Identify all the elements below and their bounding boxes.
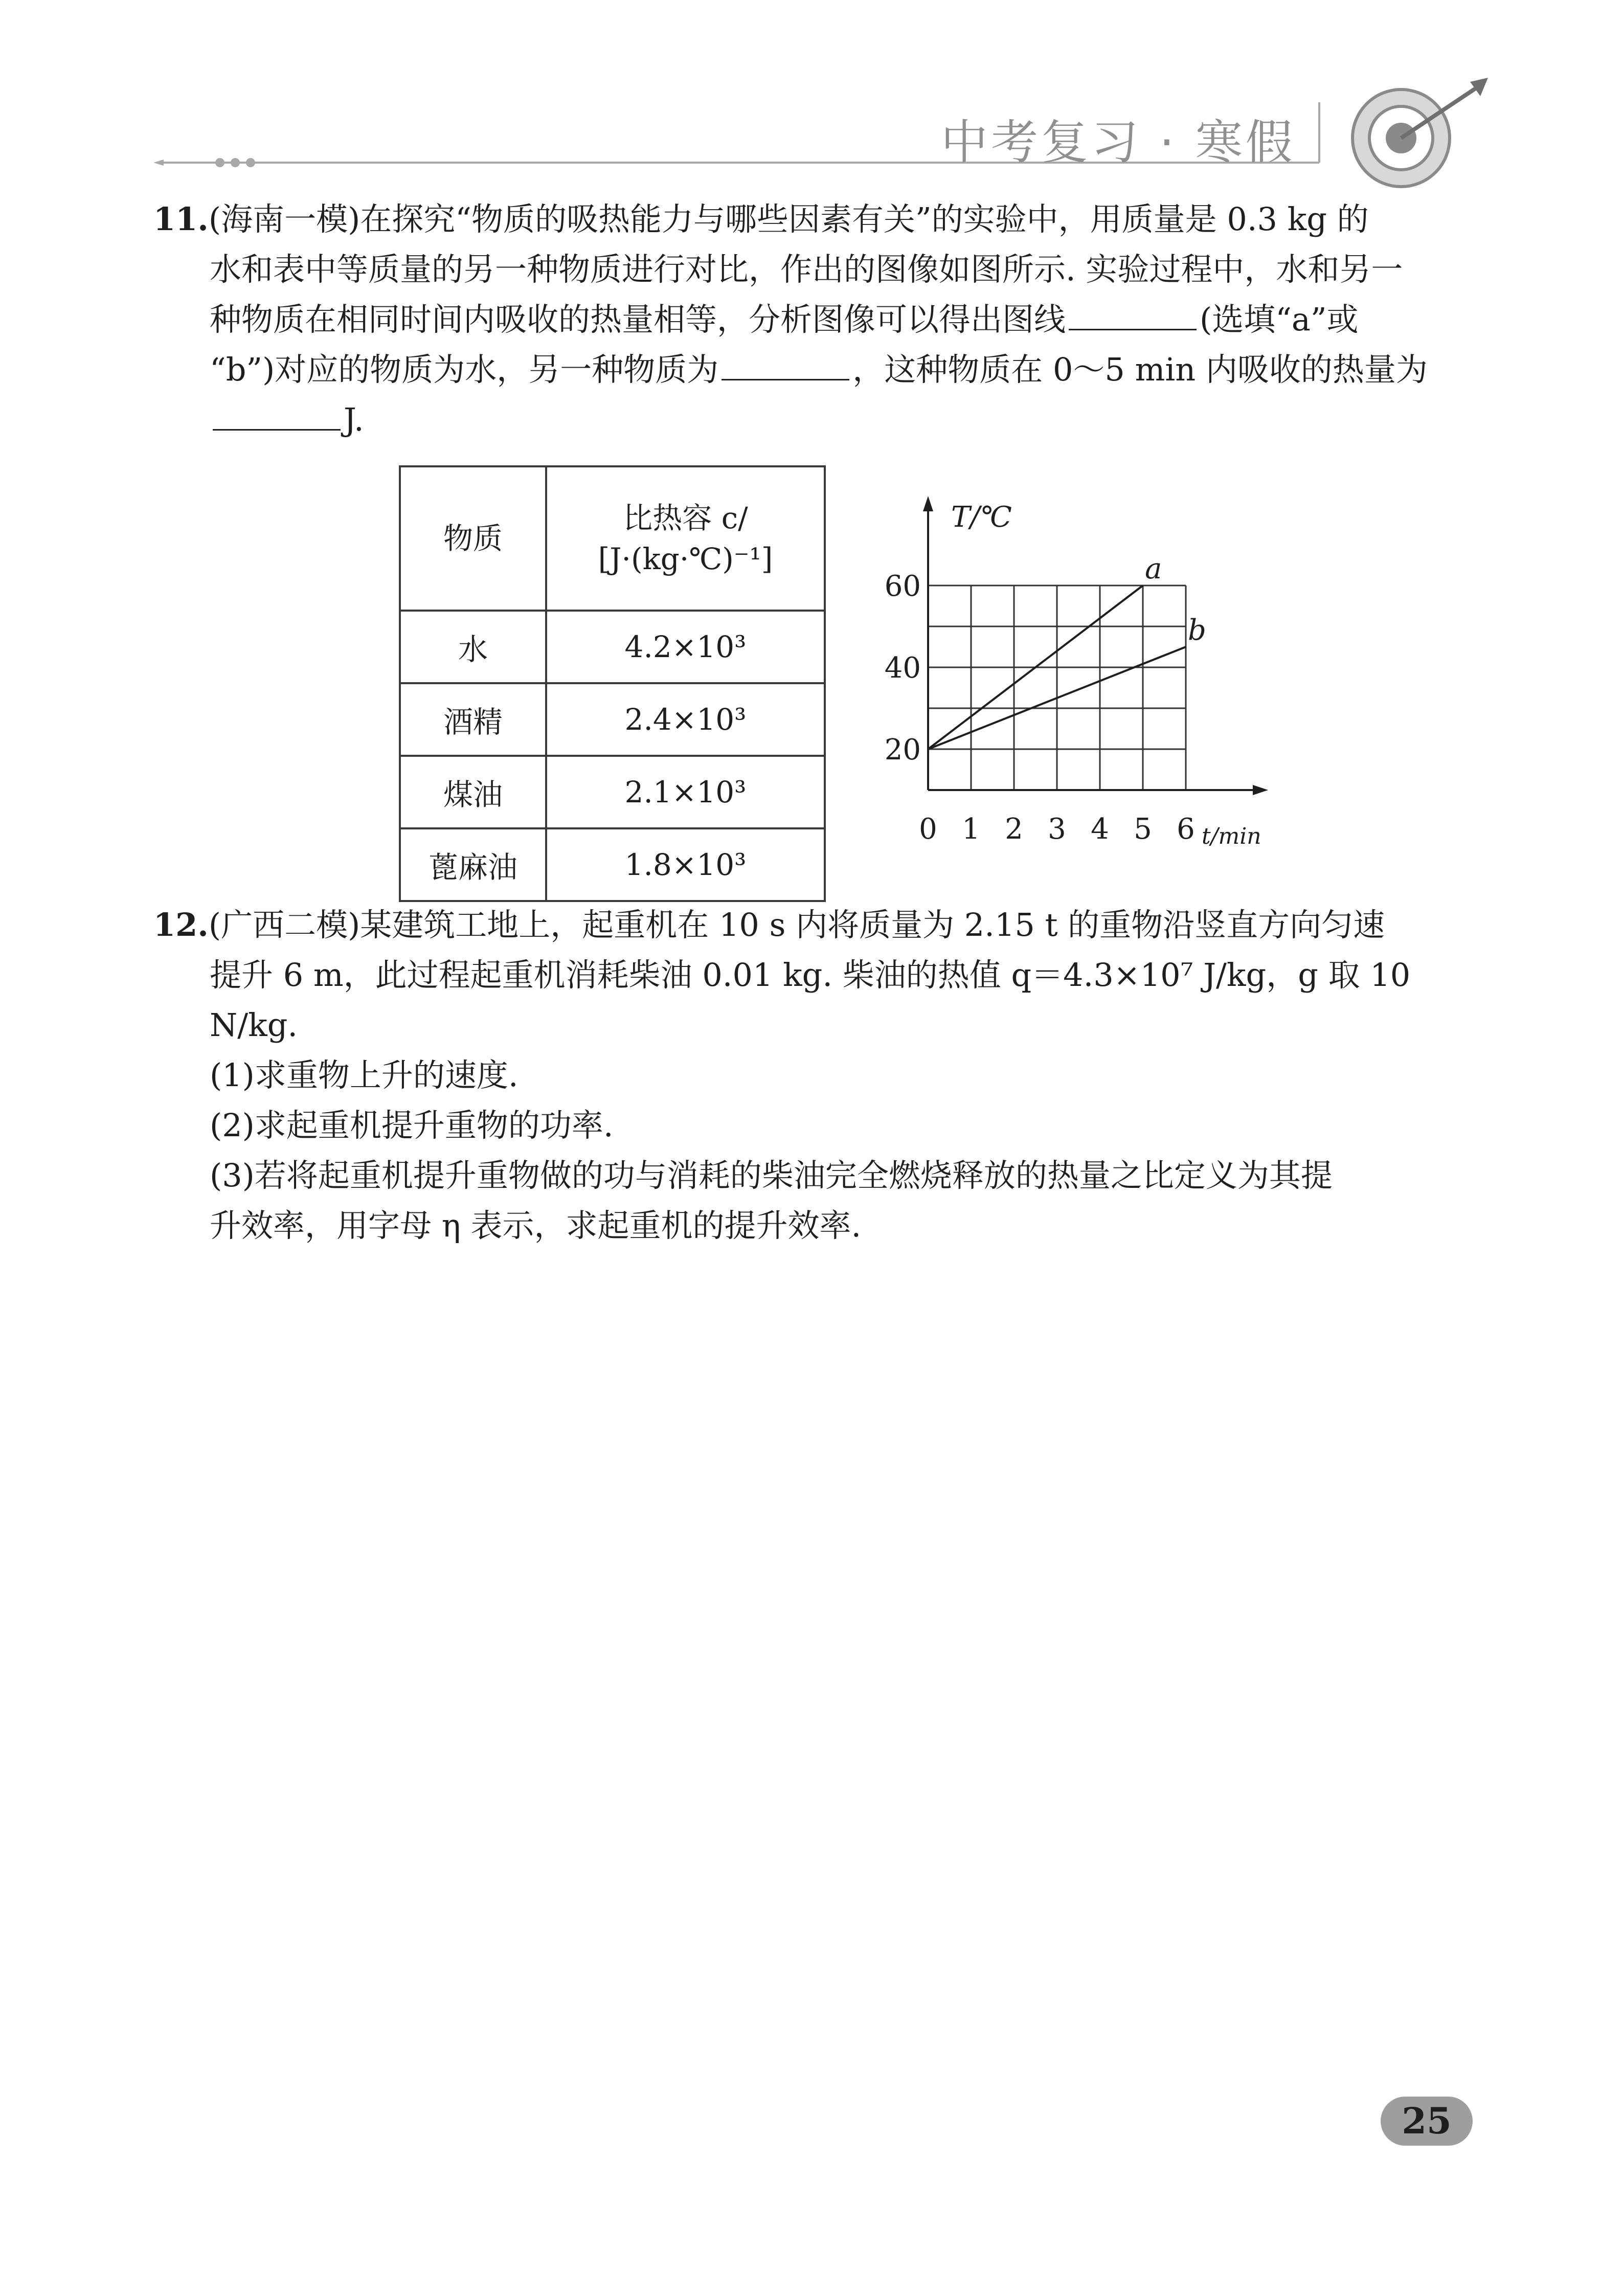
table-cell-substance: 蓖麻油 xyxy=(400,828,546,901)
table-header-specific-heat: 比热容 c/ [J·(kg·℃)⁻¹] xyxy=(546,466,825,611)
x-tick-label: 5 xyxy=(1134,813,1152,846)
q12-line3: N/kg. xyxy=(210,1006,298,1044)
x-tick-label: 0 xyxy=(919,813,937,846)
q12-sub2: (2)求起重机提升重物的功率. xyxy=(210,1107,614,1144)
q12-sub1: (1)求重物上升的速度. xyxy=(210,1056,519,1094)
chart-series xyxy=(928,552,1206,749)
q11-line1: 11.(海南一模)在探究“物质的吸热能力与哪些因素有关”的实验中，用质量是 0.3 kg 的 xyxy=(153,200,1369,238)
x-axis-arrow xyxy=(1253,785,1268,795)
answer-blank-3[interactable] xyxy=(213,400,341,431)
q12-number: 12. xyxy=(153,906,209,943)
q12-sub3a: (3)若将起重机提升重物做的功与消耗的柴油完全燃烧释放的热量之比定义为其提 xyxy=(210,1157,1333,1194)
question-12 xyxy=(153,900,1483,1251)
answer-blank-1[interactable] xyxy=(1069,300,1197,330)
table-cell-substance: 水 xyxy=(400,611,546,683)
chart-grid xyxy=(928,586,1186,790)
q11-line2: 水和表中等质量的另一种物质进行对比，作出的图像如图所示. 实验过程中，水和另一 xyxy=(210,251,1403,288)
target-icon xyxy=(1340,66,1493,199)
y-tick-label: 40 xyxy=(884,651,921,685)
q11-line3: 种物质在相同时间内吸收的热量相等，分析图像可以得出图线 (选填“a”或 xyxy=(210,301,1359,338)
y-tick-label: 60 xyxy=(884,570,921,603)
q11-line4: “b”)对应的物质为水，另一种物质为 ，这种物质在 0～5 min 内吸收的热量为 xyxy=(210,351,1428,388)
series-label-b: b xyxy=(1188,614,1206,647)
header-title: 中考复习 · 寒假 xyxy=(941,115,1296,170)
chart-axes xyxy=(923,496,1268,795)
series-label-a: a xyxy=(1145,552,1162,586)
table-row xyxy=(400,756,825,828)
chart-x-label: t/min xyxy=(1202,823,1261,849)
q11-number: 11. xyxy=(153,200,209,238)
table-cell-substance: 煤油 xyxy=(400,756,546,828)
q11-source: (海南一模) xyxy=(208,200,360,238)
table-cell-value: 2.4×10³ xyxy=(546,683,825,756)
y-tick-label: 20 xyxy=(884,733,921,767)
x-tick-label: 2 xyxy=(1005,813,1023,846)
x-tick-label: 1 xyxy=(962,813,980,846)
x-tick-label: 4 xyxy=(1091,813,1109,846)
y-axis-arrow xyxy=(923,496,933,511)
table-row xyxy=(400,683,825,756)
temperature-time-chart xyxy=(869,491,1278,859)
q12-line2: 提升 6 m，此过程起重机消耗柴油 0.01 kg. 柴油的热值 q＝4.3×10⁷ J/kg，g 取 10 xyxy=(210,956,1411,994)
table-cell-substance: 酒精 xyxy=(400,683,546,756)
x-tick-label: 6 xyxy=(1177,813,1195,846)
table-cell-value: 2.1×10³ xyxy=(546,756,825,828)
question-11 xyxy=(153,194,1483,445)
table-cell-value: 1.8×10³ xyxy=(546,828,825,901)
q12-source: (广西二模) xyxy=(208,906,360,943)
table-row xyxy=(400,611,825,683)
specific-heat-table xyxy=(399,465,826,902)
table-row xyxy=(400,828,825,901)
table-header-substance: 物质 xyxy=(400,466,546,611)
q12-line1: 12.(广西二模)某建筑工地上，起重机在 10 s 内将质量为 2.15 t 的重物沿竖直方向匀速 xyxy=(153,906,1385,943)
chart-y-label: T/℃ xyxy=(951,501,1012,534)
q11-line5: J. xyxy=(153,395,1483,445)
page-number: 25 xyxy=(1381,2097,1473,2146)
answer-blank-2[interactable] xyxy=(722,350,849,380)
x-tick-label: 3 xyxy=(1048,813,1066,846)
table-cell-value: 4.2×10³ xyxy=(546,611,825,683)
q12-sub3b: 升效率，用字母 η 表示，求起重机的提升效率. xyxy=(210,1207,862,1244)
